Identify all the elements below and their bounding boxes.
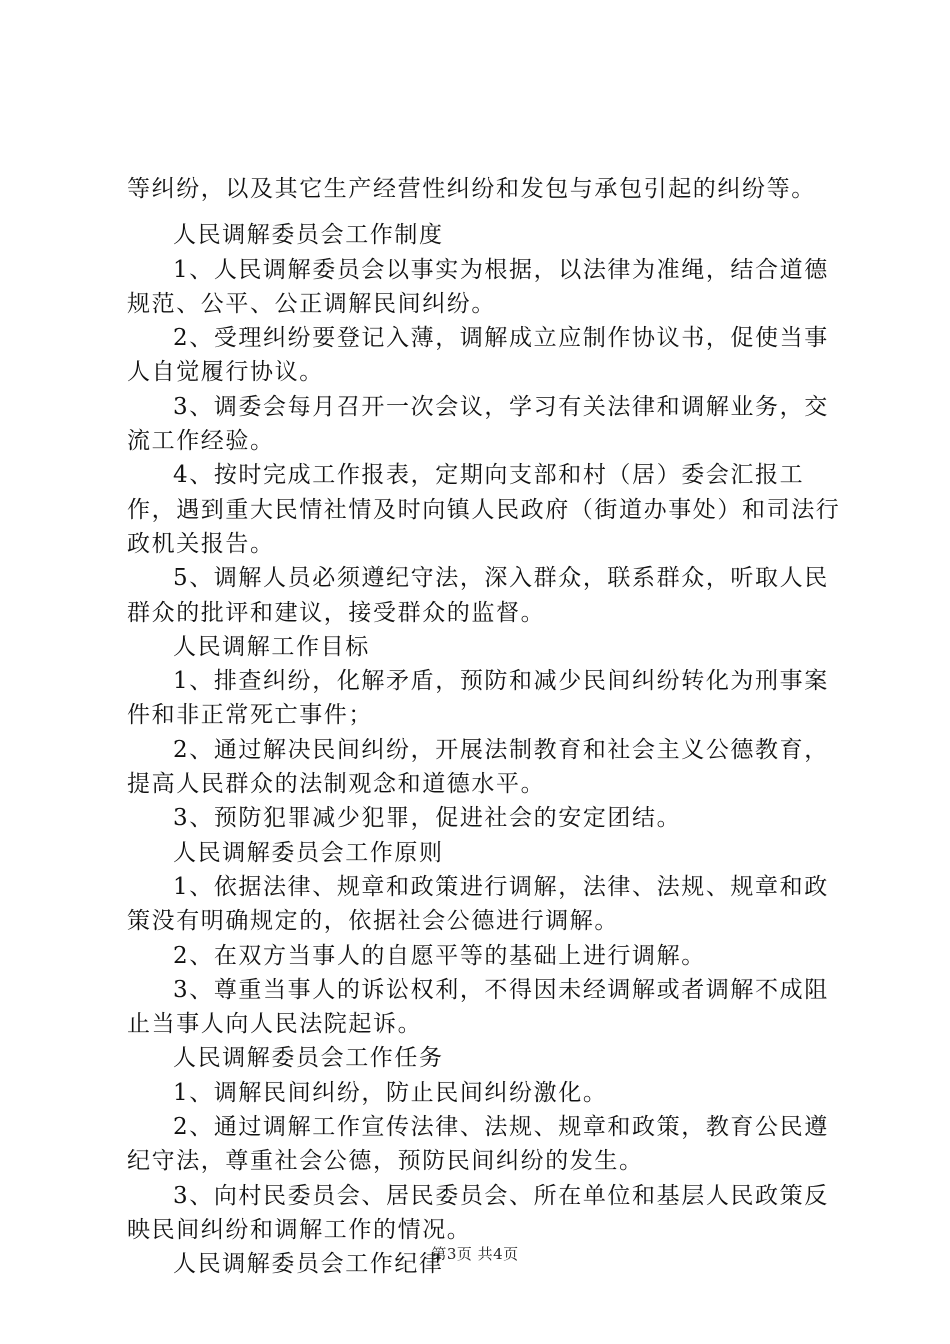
page-number-footer: 第3页 共4页 bbox=[431, 1245, 519, 1263]
list-item: 1、依据法律、规章和政策进行调解，法律、法规、规章和政策没有明确规定的，依据社会公德进行调解。 bbox=[127, 873, 829, 935]
list-item: 1、人民调解委员会以事实为根据，以法律为准绳，结合道德规范、公平、公正调解民间纠纷。 bbox=[127, 256, 829, 317]
paragraph-continuation: 等纠纷，以及其它生产经营性纠纷和发包与承包引起的纠纷等。 bbox=[127, 176, 816, 202]
section-heading-work-discipline: 人民调解委员会工作纪律 bbox=[173, 1251, 444, 1278]
list-item: 2、受理纠纷要登记入薄，调解成立应制作协议书，促使当事人自觉履行协议。 bbox=[127, 325, 829, 386]
list-item: 3、尊重当事人的诉讼权利，不得因未经调解或者调解不成阻止当事人向人民法院起诉。 bbox=[127, 976, 829, 1038]
list-item: 2、通过调解工作宣传法律、法规、规章和政策，教育公民遵纪守法，尊重社会公德，预防民间纠纷的发生。 bbox=[127, 1114, 829, 1175]
section-heading-work-principles: 人民调解委员会工作原则 bbox=[173, 839, 444, 866]
list-item: 1、调解民间纠纷，防止民间纠纷激化。 bbox=[173, 1079, 608, 1106]
list-item: 5、调解人员必须遵纪守法，深入群众，联系群众，听取人民群众的批评和建议，接受群众的监督。 bbox=[127, 565, 829, 626]
list-item: 3、调委会每月召开一次会议，学习有关法律和调解业务，交流工作经验。 bbox=[127, 393, 829, 455]
document-body bbox=[127, 172, 847, 1282]
list-item: 2、通过解决民间纠纷，开展法制教育和社会主义公德教育，提高人民群众的法制观念和道德水平。 bbox=[127, 736, 829, 798]
list-item: 1、排查纠纷，化解矛盾，预防和减少民间纠纷转化为刑事案件和非正常死亡事件； bbox=[127, 668, 829, 729]
list-item: 4、按时完成工作报表，定期向支部和村（居）委会汇报工作，遇到重大民情社情及时向镇人民政府（街道办事处）和司法行政机关报告。 bbox=[127, 462, 841, 557]
list-item: 3、向村民委员会、居民委员会、所在单位和基层人民政策反映民间纠纷和调解工作的情况。 bbox=[127, 1182, 829, 1243]
section-heading-work-goals: 人民调解工作目标 bbox=[173, 633, 370, 660]
section-heading-work-tasks: 人民调解委员会工作任务 bbox=[173, 1045, 444, 1072]
list-item: 3、预防犯罪减少犯罪，促进社会的安定团结。 bbox=[173, 805, 682, 832]
section-heading-work-system: 人民调解委员会工作制度 bbox=[173, 222, 444, 249]
list-item: 2、在双方当事人的自愿平等的基础上进行调解。 bbox=[173, 942, 706, 969]
